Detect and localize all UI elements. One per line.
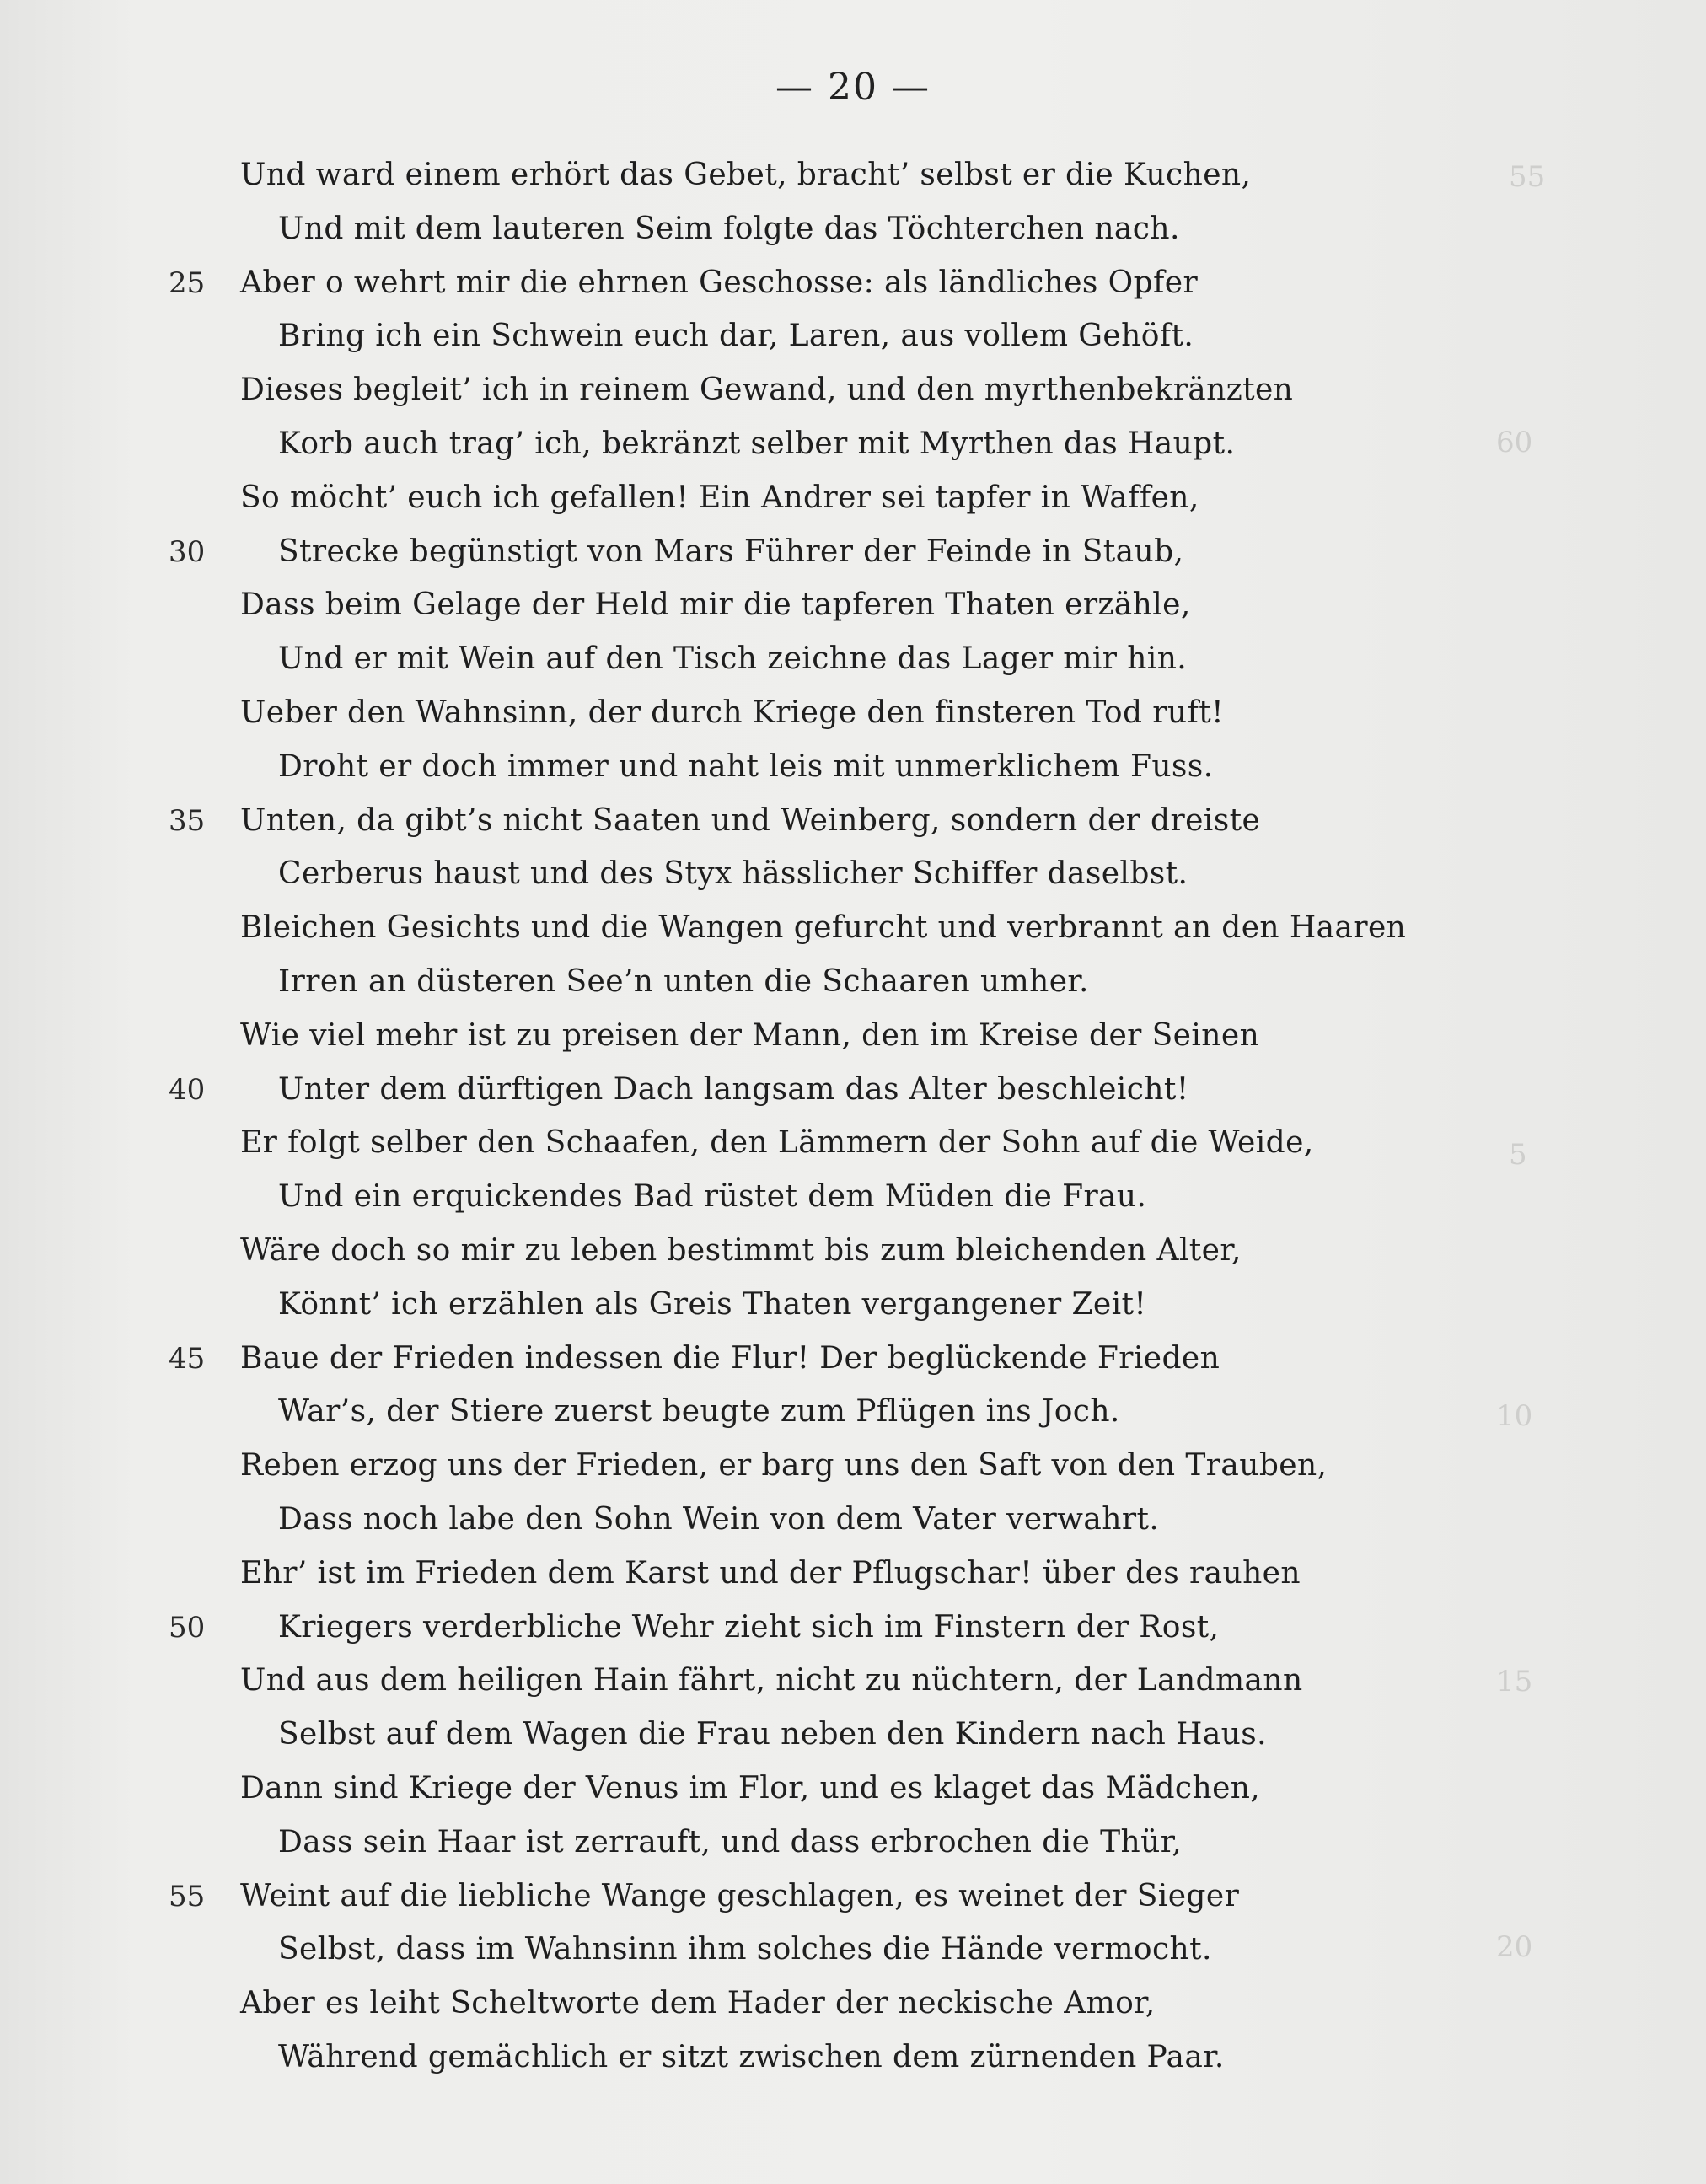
verse-line: Dann sind Kriege der Venus im Flor, und es klaget das Mädchen, [240,1771,1261,1806]
line-number: 45 [169,1342,206,1376]
verse-line: So möcht’ euch ich gefallen! Ein Andrer sei tapfer in Waffen, [240,480,1199,515]
verse-line: Dass beim Gelage der Held mir die tapferen Thaten erzähle, [240,588,1191,622]
verse-line: Aber es leiht Scheltworte dem Hader der neckische Amor, [240,1986,1156,2020]
verse-line: Korb auch trag’ ich, bekränzt selber mit Myrthen das Haupt. [278,427,1236,461]
verse-line: Und aus dem heiligen Hain fährt, nicht zu nüchtern, der Landmann [240,1663,1303,1698]
show-through-numeral: 15 [1496,1665,1533,1698]
verse-line: Dass noch labe den Sohn Wein von dem Vater verwahrt. [278,1502,1160,1537]
verse-line: Bring ich ein Schwein euch dar, Laren, aus vollem Gehöft. [278,319,1194,353]
verse-line: Weint auf die liebliche Wange geschlagen, es weinet der Sieger [240,1879,1240,1913]
verse-line: Könnt’ ich erzählen als Greis Thaten vergangener Zeit! [278,1287,1147,1322]
verse-line: Selbst, dass im Wahnsinn ihm solches die Hände vermocht. [278,1932,1212,1967]
verse-line: Reben erzog uns der Frieden, er barg uns den Saft von den Trauben, [240,1448,1328,1483]
verse-line: Dieses begleit’ ich in reinem Gewand, und den myrthenbekränzten [240,373,1294,407]
line-number: 35 [169,804,206,838]
verse-line: Baue der Frieden indessen die Flur! Der beglückende Frieden [240,1341,1220,1376]
verse-line: Selbst auf dem Wagen die Frau neben den Kindern nach Haus. [278,1717,1267,1752]
verse-line: Strecke begünstigt von Mars Führer der Feinde in Staub, [278,534,1184,569]
verse-line: Droht er doch immer und naht leis mit unmerklichem Fuss. [278,749,1214,784]
verse-line: Während gemächlich er sitzt zwischen dem zürnenden Paar. [278,2040,1225,2074]
verse-line: Aber o wehrt mir die ehrnen Geschosse: als ländliches Opfer [240,266,1199,300]
line-number: 50 [169,1611,206,1645]
verse-line: Und ein erquickendes Bad rüstet dem Müden die Frau. [278,1179,1147,1214]
verse-line: Wäre doch so mir zu leben bestimmt bis zum bleichenden Alter, [240,1233,1242,1268]
verse-line: Irren an düsteren See’n unten die Schaaren umher. [278,964,1089,999]
verse-line: Kriegers verderbliche Wehr zieht sich im Finstern der Rost, [278,1610,1220,1645]
verse-line: Unten, da gibt’s nicht Saaten und Weinberg, sondern der dreiste [240,803,1261,838]
verse-line: Und mit dem lauteren Seim folgte das Töchterchen nach. [278,212,1180,246]
verse-line: Cerberus haust und des Styx hässlicher Schiffer daselbst. [278,856,1188,891]
verse-line: Dass sein Haar ist zerrauft, und dass erbrochen die Thür, [278,1825,1183,1859]
page-number: — 20 — [775,66,931,109]
verse-line: Unter dem dürftigen Dach langsam das Alter beschleicht! [278,1072,1189,1107]
line-number: 30 [169,535,206,569]
show-through-numeral: 10 [1496,1399,1533,1433]
line-number: 40 [169,1073,206,1107]
line-number: 25 [169,266,206,300]
show-through-numeral: 5 [1509,1138,1527,1172]
show-through-numeral: 60 [1496,426,1533,459]
line-number: 55 [169,1880,206,1913]
verse-line: Er folgt selber den Schaafen, den Lämmern der Sohn auf die Weide, [240,1125,1314,1160]
verse-line: Wie viel mehr ist zu preisen der Mann, den im Kreise der Seinen [240,1018,1260,1053]
verse-line: Ueber den Wahnsinn, der durch Kriege den finsteren Tod ruft! [240,695,1224,730]
verse-line: Bleichen Gesichts und die Wangen gefurcht und verbrannt an den Haaren [240,910,1407,945]
verse-line: Und er mit Wein auf den Tisch zeichne das Lager mir hin. [278,641,1188,676]
verse-line: War’s, der Stiere zuerst beugte zum Pflügen ins Joch. [278,1394,1120,1429]
show-through-numeral: 20 [1496,1930,1533,1964]
verse-line: Ehr’ ist im Frieden dem Karst und der Pflugschar! über des rauhen [240,1556,1301,1591]
verse-line: Und ward einem erhört das Gebet, bracht’ selbst er die Kuchen, [240,158,1252,192]
show-through-numeral: 55 [1509,160,1546,194]
